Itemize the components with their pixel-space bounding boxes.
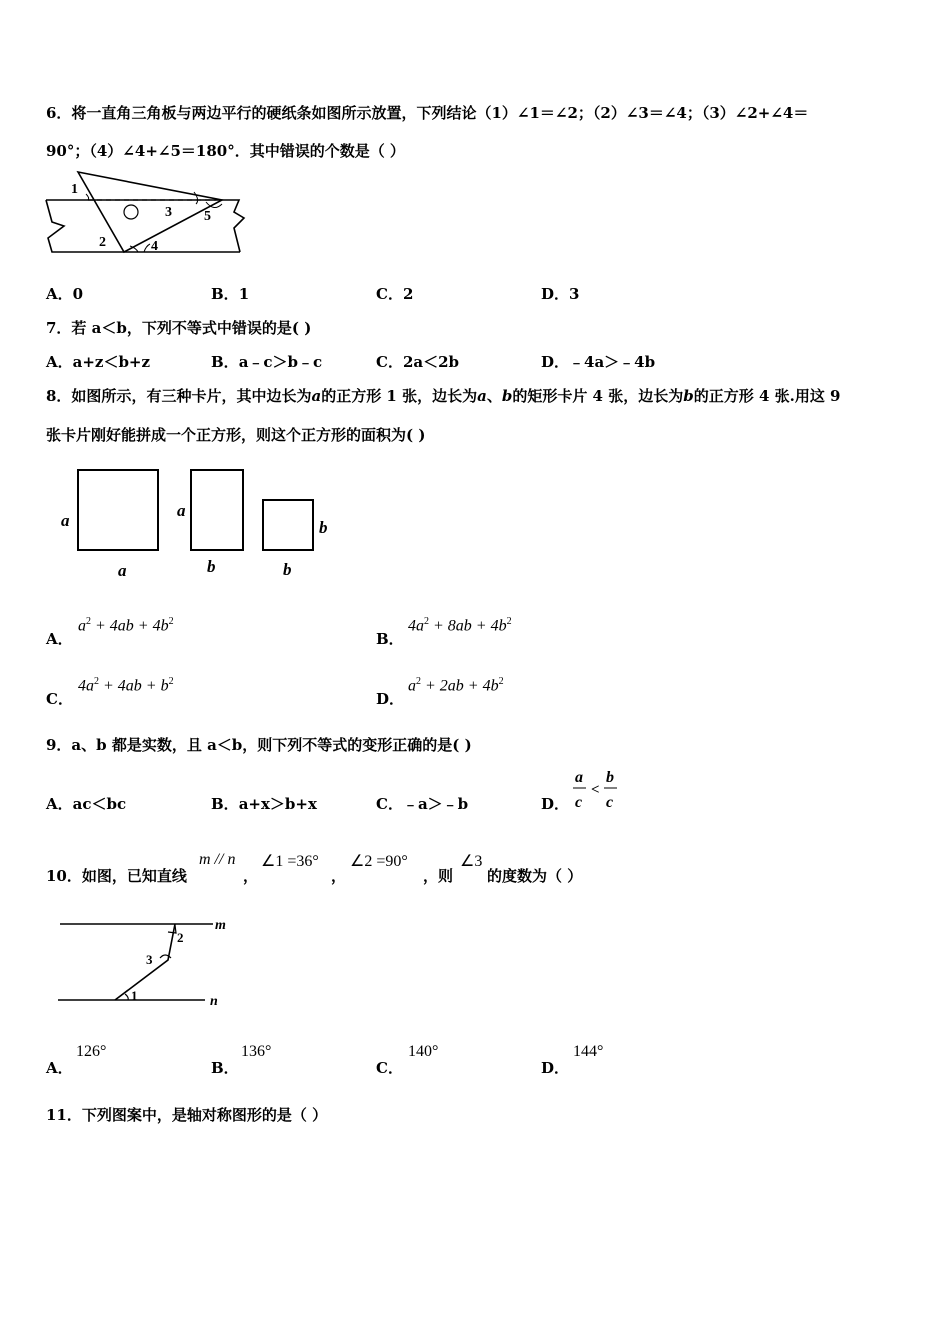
q10-label-n: n xyxy=(210,994,218,1009)
q10-label-2: 2 xyxy=(177,930,184,945)
q10-option-c-value[interactable]: 140° xyxy=(408,1043,439,1060)
q8-option-b-label[interactable]: B． xyxy=(376,630,404,648)
q6-option-a[interactable]: A．0 xyxy=(46,285,84,303)
q8-label-sq-b-bottom: b xyxy=(283,560,292,579)
q7-option-b[interactable]: B．a﹣c＞b﹣c xyxy=(211,353,323,371)
q10-stem-comma2: ， xyxy=(331,867,347,885)
q6-option-b[interactable]: B．1 xyxy=(211,285,250,303)
q8-label-sq-b-side: b xyxy=(319,518,328,537)
q8-option-d-label[interactable]: D． xyxy=(376,690,405,708)
q6-fig-label-1: 1 xyxy=(71,182,78,197)
svg-text:<: < xyxy=(591,782,600,798)
q8-option-a-label[interactable]: A． xyxy=(46,630,73,648)
q8-figure xyxy=(55,462,345,587)
q10-option-b-label[interactable]: B． xyxy=(211,1059,239,1077)
q10-option-a-value[interactable]: 126° xyxy=(76,1043,107,1060)
q6-figure xyxy=(44,168,249,258)
q10-stem-angle3: ∠3 xyxy=(460,853,483,870)
q11-stem: 11．下列图案中，是轴对称图形的是（ ） xyxy=(46,1106,328,1124)
svg-text:c: c xyxy=(606,794,614,811)
q9-option-c[interactable]: C．﹣a＞﹣b xyxy=(376,795,469,813)
q9-option-d-expr[interactable] xyxy=(570,766,625,816)
svg-text:a: a xyxy=(575,769,583,786)
q9-option-b[interactable]: B．a+x＞b+x xyxy=(211,795,317,813)
q9-option-a[interactable]: A．ac＜bc xyxy=(46,795,127,813)
q10-stem-comma1: ， xyxy=(243,867,259,885)
q10-option-d-label[interactable]: D． xyxy=(541,1059,570,1077)
q10-option-a-label[interactable]: A． xyxy=(46,1059,73,1077)
q7-option-c[interactable]: C．2a＜2b xyxy=(376,353,460,371)
q10-stem-parallel: m // n xyxy=(199,851,236,868)
q8-label-sq-a-bottom: a xyxy=(118,561,127,580)
q8-option-d-expr[interactable]: $a^2 + 2ab + 4b^2$ xyxy=(408,676,504,695)
q6-option-d[interactable]: D．3 xyxy=(541,285,580,303)
q6-stem-line2: 90°；（4）∠4+∠5＝180°．其中错误的个数是（ ） xyxy=(46,142,405,160)
q8-label-sq-a-side: a xyxy=(61,511,70,530)
q8-option-c-label[interactable]: C． xyxy=(46,690,73,708)
q7-stem: 7．若 a＜b，下列不等式中错误的是( ) xyxy=(46,319,312,337)
q10-figure xyxy=(55,910,250,1010)
q6-stem-line1: 6．将一直角三角板与两边平行的硬纸条如图所示放置，下列结论（1）∠1＝∠2；（2）∠3＝∠4；（3）∠2+∠4＝ xyxy=(46,104,809,122)
q7-option-a[interactable]: A．a+z＜b+z xyxy=(46,353,151,371)
q10-stem-then: ，则 xyxy=(423,867,454,885)
q6-fig-label-3: 3 xyxy=(165,205,172,220)
q8-stem-line2: 张卡片刚好能拼成一个正方形，则这个正方形的面积为( ) xyxy=(46,426,426,444)
q10-stem-end: 的度数为（ ） xyxy=(487,867,583,885)
q6-fig-label-2: 2 xyxy=(99,235,106,250)
q10-option-c-label[interactable]: C． xyxy=(376,1059,403,1077)
q7-option-d[interactable]: D．﹣4a＞﹣4b xyxy=(541,353,656,371)
q10-stem-angle1: ∠1 =36° xyxy=(261,853,319,870)
q8-option-a-expr[interactable]: $a^2 + 4ab + 4b^2$ xyxy=(78,616,174,635)
q10-option-d-value[interactable]: 144° xyxy=(573,1043,604,1060)
q8-label-rect-side: a xyxy=(177,501,186,520)
svg-text:c: c xyxy=(575,794,583,811)
q8-option-c-expr[interactable]: $4a^2 + 4ab + b^2$ xyxy=(78,676,174,695)
q9-option-d-label[interactable]: D． xyxy=(541,795,570,813)
q10-stem-angle2: ∠2 =90° xyxy=(350,853,408,870)
q10-stem-text: 10．如图，已知直线 xyxy=(46,867,187,885)
q8-stem-line1: 8．如图所示，有三种卡片，其中边长为a的正方形 1 张，边长为a、b的矩形卡片 4 张，边长为b的正方形 4 张.用这 9 xyxy=(46,387,841,405)
q10-label-m: m xyxy=(215,918,226,933)
q6-option-c[interactable]: C．2 xyxy=(376,285,414,303)
q8-square-a xyxy=(78,470,158,550)
q10-label-1: 1 xyxy=(131,988,138,1003)
svg-text:b: b xyxy=(606,769,614,786)
q10-option-b-value[interactable]: 136° xyxy=(241,1043,272,1060)
q9-stem: 9．a、b 都是实数，且 a＜b，则下列不等式的变形正确的是( ) xyxy=(46,736,472,754)
q10-label-3: 3 xyxy=(146,952,153,967)
q8-rect-ab xyxy=(191,470,243,550)
q6-fig-label-4: 4 xyxy=(151,239,158,254)
q6-fig-label-5: 5 xyxy=(204,209,211,224)
q8-label-rect-bottom: b xyxy=(207,557,216,576)
q8-option-b-expr[interactable]: $4a^2 + 8ab + 4b^2$ xyxy=(408,616,512,635)
q8-square-b xyxy=(263,500,313,550)
